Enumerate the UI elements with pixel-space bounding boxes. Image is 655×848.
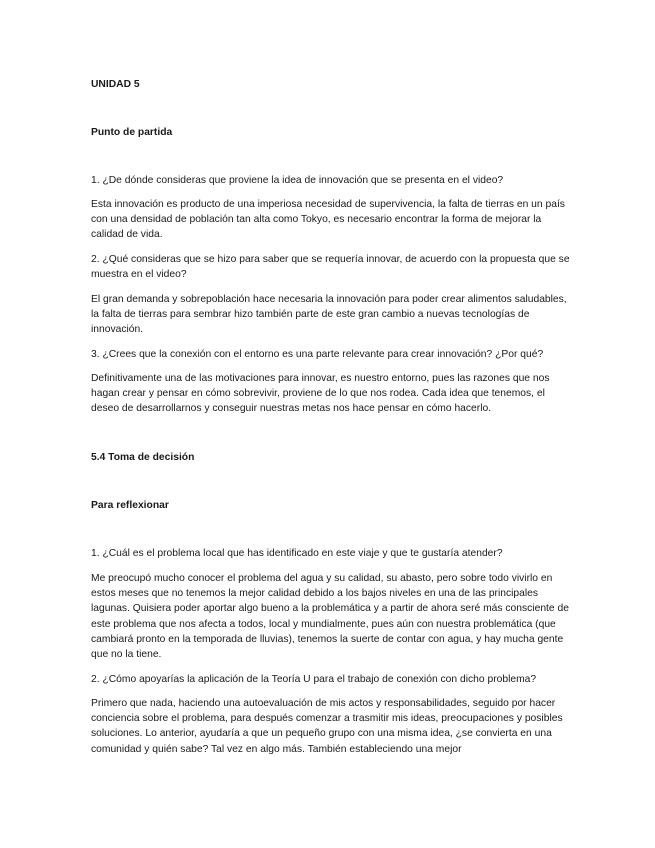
section-title-punto-de-partida: Punto de partida (91, 127, 173, 138)
unit-title: UNIDAD 5 (91, 79, 140, 90)
answer-2: El gran demanda y sobrepoblación hace necesaria la innovación para poder crear alimentos saludables, la falta de tierras para sembrar hizo también parte de este gran cambio a nuevas tecnologías de innovación. (91, 294, 567, 336)
answer-1: Esta innovación es producto de una imperiosa necesidad de supervivencia, la falta de tierras en un país con una densidad de población tan alta como Tokyo, es necesario encontrar la forma de mejorar la calidad de vida. (91, 199, 565, 241)
section-title-para-reflexionar: Para reflexionar (91, 500, 169, 511)
question-2: 2. ¿Qué consideras que se hizo para saber que se requería innovar, de acuerdo con la propuesta que se muestra en el video? (91, 254, 570, 281)
answer-3: Definitivamente una de las motivaciones para innovar, es nuestro entorno, pues las razones que nos hagan crear y pensar en cómo sobrevivir, proviene de lo que nos rodea. Cada idea que tenemos, el deseo de desarrollarnos y conseguir nuestras metas nos hace pensar en cómo hacerlo. (91, 373, 550, 415)
question-4: 1. ¿Cuál es el problema local que has identificado en este viaje y que te gustaría atender? (91, 548, 503, 559)
section-title-toma-de-decision: 5.4 Toma de decisión (91, 452, 195, 463)
answer-4: Me preocupó mucho conocer el problema del agua y su calidad, su abasto, pero sobre todo vivirlo en estos meses que no tenemos la mejor calidad debido a los bajos niveles en una de las principales lagunas. Quisiera poder aportar algo bueno a la problemática y a partir de ahora seré más consciente de este problema que nos afecta a todos, local y mundialmente, pues aún con nuestra problemática (que cambiará pronto en la temporada de lluvias), tenemos la suerte de contar con agua, y hay mucha gente que no la tiene. (91, 573, 569, 661)
question-5: 2. ¿Cómo apoyarías la aplicación de la Teoría U para el trabajo de conexión con dicho problema? (91, 674, 537, 685)
question-3: 3. ¿Crees que la conexión con el entorno es una parte relevante para crear innovación? ¿Por qué? (91, 349, 544, 360)
answer-5: Primero que nada, haciendo una autoevaluación de mis actos y responsabilidades, seguido por hacer conciencia sobre el problema, para después comenzar a trasmitir mis ideas, preocupaciones y posibles soluciones. Lo anterior, ayudaría a que un pequeño grupo con una misma idea, ¿se convierta en una comunidad y quién sabe? Tal vez en algo más. También estableciendo una mejor (91, 698, 563, 755)
question-1: 1. ¿De dónde consideras que proviene la idea de innovación que se presenta en el video? (91, 175, 504, 186)
